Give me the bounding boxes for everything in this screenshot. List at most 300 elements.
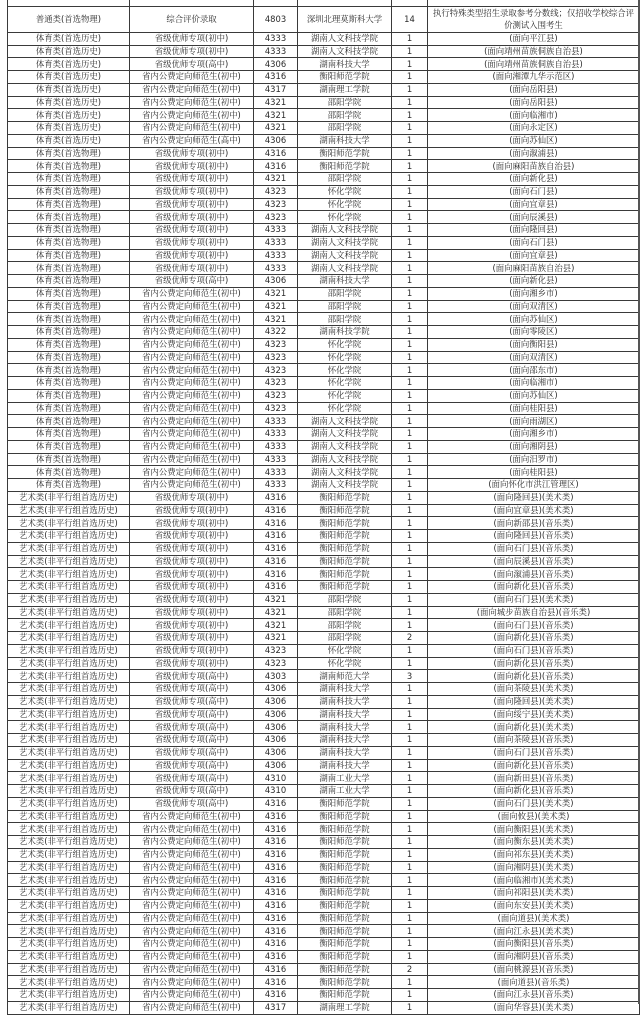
cell-code: 4306 xyxy=(254,275,298,288)
cell-count: 1 xyxy=(392,555,428,568)
cell-code: 4321 xyxy=(254,287,298,300)
cell-school: 湖南人文科技学院 xyxy=(298,249,392,262)
cell-type: 省内公费定向师范生(初中) xyxy=(130,989,254,1002)
cell-note: (面向衡阳县)(美术类) xyxy=(428,823,640,836)
cell-note: (面向麻阳苗族自治县) xyxy=(428,160,640,173)
cell-school: 怀化学院 xyxy=(298,351,392,364)
cell-note: (面向桃源县)(音乐类) xyxy=(428,963,640,976)
cell-code: 4316 xyxy=(254,836,298,849)
cell-category: 艺术类(非平行组首选历史) xyxy=(8,721,130,734)
cell-school: 湖南人文科技学院 xyxy=(298,440,392,453)
table-row xyxy=(8,1001,640,1014)
cell-type: 省级优师专项(初中) xyxy=(130,542,254,555)
cell-note: (面向新化县) xyxy=(428,275,640,288)
table-row xyxy=(8,402,640,415)
cell-note: 执行特殊类型招生录取参考分数线；仅招收学校综合评价测试入围考生 xyxy=(428,6,640,32)
cell-school: 怀化学院 xyxy=(298,364,392,377)
cell-type: 省级优师专项(初中) xyxy=(130,657,254,670)
cell-type: 省级优师专项(初中) xyxy=(130,211,254,224)
cell-type: 省级优师专项(初中) xyxy=(130,593,254,606)
table-row xyxy=(8,45,640,58)
cell-type: 省级优师专项(高中) xyxy=(130,708,254,721)
cell-note: (面向永定区) xyxy=(428,122,640,135)
cell-note: (面向岳阳县) xyxy=(428,83,640,96)
cell-count: 14 xyxy=(392,6,428,32)
cell-school: 湖南人文科技学院 xyxy=(298,224,392,237)
table-row xyxy=(8,211,640,224)
cell-note: (面向临湘市)(美术类) xyxy=(428,874,640,887)
cell-type: 省内公费定向师范生(高中) xyxy=(130,134,254,147)
cell-type: 省级优师专项(初中) xyxy=(130,619,254,632)
cell-code: 4316 xyxy=(254,581,298,594)
table-row xyxy=(8,708,640,721)
cell-note: (面向汨罗市) xyxy=(428,453,640,466)
cell-note: (面向石门县) xyxy=(428,236,640,249)
table-row xyxy=(8,899,640,912)
cell-category: 艺术类(非平行组首选历史) xyxy=(8,887,130,900)
cell-count: 1 xyxy=(392,58,428,71)
cell-note: (面向零陵区) xyxy=(428,326,640,339)
cell-note: (面向绥宁县)(美术类) xyxy=(428,708,640,721)
cell-code: 4306 xyxy=(254,695,298,708)
cell-type: 省级优师专项(初中) xyxy=(130,224,254,237)
cell-type: 省内公费定向师范生(初中) xyxy=(130,823,254,836)
cell-note: (面向麻阳苗族自治县) xyxy=(428,262,640,275)
cell-school: 湖南科技大学 xyxy=(298,734,392,747)
cell-school: 衡阳师范学院 xyxy=(298,963,392,976)
cell-note: (面向衡阳县) xyxy=(428,338,640,351)
cell-count: 1 xyxy=(392,568,428,581)
cell-type: 省内公费定向师范生(初中) xyxy=(130,963,254,976)
cell-count: 1 xyxy=(392,275,428,288)
cell-code: 4306 xyxy=(254,134,298,147)
cell-count: 1 xyxy=(392,377,428,390)
cell-school: 衡阳师范学院 xyxy=(298,861,392,874)
cell-type: 省级优师专项(高中) xyxy=(130,797,254,810)
cell-school: 湖南科技大学 xyxy=(298,759,392,772)
cell-note: (面向东安县)(美术类) xyxy=(428,899,640,912)
cell-category: 普通类(首选物理) xyxy=(8,6,130,32)
cell-note: (面向新化县)(音乐类) xyxy=(428,759,640,772)
cell-count: 1 xyxy=(392,976,428,989)
cell-type: 省级优师专项(初中) xyxy=(130,32,254,45)
cell-category: 艺术类(非平行组首选历史) xyxy=(8,938,130,951)
cell-count: 1 xyxy=(392,899,428,912)
cell-category: 艺术类(非平行组首选历史) xyxy=(8,759,130,772)
table-row xyxy=(8,491,640,504)
cell-category: 体育类(首选物理) xyxy=(8,364,130,377)
cell-count: 1 xyxy=(392,440,428,453)
cell-note: (面向湘乡市) xyxy=(428,287,640,300)
cell-category: 体育类(首选物理) xyxy=(8,198,130,211)
cell-code: 4316 xyxy=(254,491,298,504)
cell-note: (面向靖州苗族侗族自治县) xyxy=(428,45,640,58)
cell-school: 湖南人文科技学院 xyxy=(298,45,392,58)
cell-school: 邵阳学院 xyxy=(298,300,392,313)
cell-type: 省级优师专项(高中) xyxy=(130,746,254,759)
cell-category: 体育类(首选物理) xyxy=(8,402,130,415)
cell-category: 艺术类(非平行组首选历史) xyxy=(8,670,130,683)
cell-code: 4316 xyxy=(254,517,298,530)
table-row xyxy=(8,848,640,861)
cell-note: (面向溆浦县)(音乐类) xyxy=(428,568,640,581)
cell-note: (面向新田县)(音乐类) xyxy=(428,772,640,785)
cell-school: 怀化学院 xyxy=(298,185,392,198)
cell-school: 衡阳师范学院 xyxy=(298,925,392,938)
cell-type: 省级优师专项(初中) xyxy=(130,581,254,594)
cell-count: 1 xyxy=(392,695,428,708)
cell-type: 省级优师专项(高中) xyxy=(130,785,254,798)
table-row xyxy=(8,300,640,313)
cell-category: 艺术类(非平行组首选历史) xyxy=(8,925,130,938)
cell-code: 4316 xyxy=(254,797,298,810)
table-row xyxy=(8,377,640,390)
cell-type: 省内公费定向师范生(初中) xyxy=(130,950,254,963)
cell-school: 湖南科技大学 xyxy=(298,58,392,71)
cell-type: 省级优师专项(初中) xyxy=(130,491,254,504)
cell-type: 省级优师专项(初中) xyxy=(130,236,254,249)
cell-category: 体育类(首选物理) xyxy=(8,300,130,313)
cell-category: 艺术类(非平行组首选历史) xyxy=(8,963,130,976)
cell-school: 湖南人文科技学院 xyxy=(298,453,392,466)
table-row xyxy=(8,606,640,619)
cell-category: 艺术类(非平行组首选历史) xyxy=(8,657,130,670)
table-row xyxy=(8,963,640,976)
cell-count: 1 xyxy=(392,848,428,861)
table-row xyxy=(8,466,640,479)
cell-category: 体育类(首选物理) xyxy=(8,275,130,288)
cell-count: 1 xyxy=(392,351,428,364)
cell-school: 湖南科技大学 xyxy=(298,708,392,721)
cell-school: 湖南科技大学 xyxy=(298,683,392,696)
cell-category: 艺术类(非平行组首选历史) xyxy=(8,619,130,632)
table-row xyxy=(8,83,640,96)
cell-category: 体育类(首选物理) xyxy=(8,287,130,300)
cell-count: 1 xyxy=(392,887,428,900)
table-row xyxy=(8,555,640,568)
table-row xyxy=(8,785,640,798)
cell-category: 体育类(首选物理) xyxy=(8,338,130,351)
cell-category: 体育类(首选历史) xyxy=(8,32,130,45)
cell-type: 省级优师专项(初中) xyxy=(130,160,254,173)
cell-category: 艺术类(非平行组首选历史) xyxy=(8,1001,130,1014)
cell-count: 1 xyxy=(392,746,428,759)
table-row xyxy=(8,71,640,84)
cell-code: 4333 xyxy=(254,32,298,45)
cell-type: 省内公费定向师范生(初中) xyxy=(130,287,254,300)
cell-code: 4323 xyxy=(254,351,298,364)
cell-category: 体育类(首选物理) xyxy=(8,466,130,479)
cell-code: 4317 xyxy=(254,1001,298,1014)
cell-school: 怀化学院 xyxy=(298,389,392,402)
cell-school: 邵阳学院 xyxy=(298,122,392,135)
cell-count: 1 xyxy=(392,147,428,160)
cell-category: 艺术类(非平行组首选历史) xyxy=(8,530,130,543)
cell-code: 4316 xyxy=(254,568,298,581)
cell-count: 1 xyxy=(392,428,428,441)
table-row xyxy=(8,428,640,441)
cell-count: 1 xyxy=(392,542,428,555)
cell-type: 省内公费定向师范生(初中) xyxy=(130,836,254,849)
cell-type: 省内公费定向师范生(初中) xyxy=(130,848,254,861)
cell-category: 艺术类(非平行组首选历史) xyxy=(8,734,130,747)
cell-school: 衡阳师范学院 xyxy=(298,810,392,823)
cell-code: 4316 xyxy=(254,504,298,517)
table-row xyxy=(8,313,640,326)
cell-count: 1 xyxy=(392,134,428,147)
cell-note: (面向华容县)(美术类) xyxy=(428,1001,640,1014)
cell-code: 4321 xyxy=(254,619,298,632)
cell-code: 4333 xyxy=(254,45,298,58)
cell-category: 体育类(首选物理) xyxy=(8,211,130,224)
cell-count: 1 xyxy=(392,198,428,211)
cell-category: 体育类(首选物理) xyxy=(8,415,130,428)
cell-code: 4321 xyxy=(254,96,298,109)
table-row xyxy=(8,734,640,747)
cell-count: 1 xyxy=(392,836,428,849)
cell-type: 省内公费定向师范生(初中) xyxy=(130,1001,254,1014)
cell-type: 省级优师专项(初中) xyxy=(130,632,254,645)
cell-category: 艺术类(非平行组首选历史) xyxy=(8,504,130,517)
cell-count: 1 xyxy=(392,83,428,96)
table-row xyxy=(8,58,640,71)
cell-count: 1 xyxy=(392,925,428,938)
cell-school: 邵阳学院 xyxy=(298,606,392,619)
cell-school: 衡阳师范学院 xyxy=(298,836,392,849)
table-row xyxy=(8,823,640,836)
cell-type: 省级优师专项(高中) xyxy=(130,58,254,71)
table-row xyxy=(8,925,640,938)
cell-school: 怀化学院 xyxy=(298,402,392,415)
cell-count: 1 xyxy=(392,823,428,836)
cell-count: 1 xyxy=(392,785,428,798)
table-row xyxy=(8,134,640,147)
cell-code: 4333 xyxy=(254,249,298,262)
cell-note: (面向新化县)(音乐类) xyxy=(428,785,640,798)
cell-category: 艺术类(非平行组首选历史) xyxy=(8,899,130,912)
cell-note: (面向桂阳县) xyxy=(428,466,640,479)
cell-code: 4316 xyxy=(254,887,298,900)
cell-count: 1 xyxy=(392,593,428,606)
cell-category: 艺术类(非平行组首选历史) xyxy=(8,746,130,759)
cell-code: 4323 xyxy=(254,657,298,670)
cell-type: 省内公费定向师范生(初中) xyxy=(130,874,254,887)
cell-category: 艺术类(非平行组首选历史) xyxy=(8,683,130,696)
cell-type: 省内公费定向师范生(初中) xyxy=(130,428,254,441)
cell-category: 体育类(首选历史) xyxy=(8,58,130,71)
cell-code: 4316 xyxy=(254,925,298,938)
cell-type: 省级优师专项(初中) xyxy=(130,644,254,657)
cell-code: 4316 xyxy=(254,555,298,568)
cell-type: 省内公费定向师范生(初中) xyxy=(130,899,254,912)
cell-note: (面向苏仙区) xyxy=(428,389,640,402)
table-row xyxy=(8,950,640,963)
cell-count: 1 xyxy=(392,32,428,45)
cell-school: 衡阳师范学院 xyxy=(298,887,392,900)
cell-code: 4321 xyxy=(254,109,298,122)
cell-code: 4321 xyxy=(254,593,298,606)
cell-category: 艺术类(非平行组首选历史) xyxy=(8,632,130,645)
cell-note: (面向湘阴县)(美术类) xyxy=(428,861,640,874)
cell-code: 4323 xyxy=(254,644,298,657)
cell-code: 4322 xyxy=(254,326,298,339)
cell-type: 省内公费定向师范生(初中) xyxy=(130,415,254,428)
cell-count: 1 xyxy=(392,109,428,122)
cell-school: 衡阳师范学院 xyxy=(298,899,392,912)
cell-school: 衡阳师范学院 xyxy=(298,147,392,160)
cell-note: (面向宜章县) xyxy=(428,198,640,211)
table-row xyxy=(8,147,640,160)
cell-count: 1 xyxy=(392,1001,428,1014)
table-row xyxy=(8,619,640,632)
cell-school: 邵阳学院 xyxy=(298,173,392,186)
cell-code: 4316 xyxy=(254,938,298,951)
cell-category: 艺术类(非平行组首选历史) xyxy=(8,491,130,504)
table-row xyxy=(8,695,640,708)
cell-count: 1 xyxy=(392,160,428,173)
cell-code: 4310 xyxy=(254,772,298,785)
table-row xyxy=(8,160,640,173)
cell-code: 4333 xyxy=(254,224,298,237)
cell-school: 湖南人文科技学院 xyxy=(298,236,392,249)
cell-school: 湖南理工学院 xyxy=(298,83,392,96)
cell-school: 邵阳学院 xyxy=(298,287,392,300)
cell-category: 艺术类(非平行组首选历史) xyxy=(8,568,130,581)
cell-school: 邵阳学院 xyxy=(298,593,392,606)
cell-code: 4333 xyxy=(254,236,298,249)
cell-school: 湖南科技学院 xyxy=(298,326,392,339)
cell-type: 省内公费定向师范生(初中) xyxy=(130,440,254,453)
cell-school: 邵阳学院 xyxy=(298,619,392,632)
cell-school: 衡阳师范学院 xyxy=(298,989,392,1002)
cell-note: (面向双清区) xyxy=(428,351,640,364)
cell-school: 衡阳师范学院 xyxy=(298,938,392,951)
cell-note: (面向石门县)(音乐类) xyxy=(428,619,640,632)
cell-code: 4323 xyxy=(254,364,298,377)
table-row xyxy=(8,683,640,696)
cell-category: 艺术类(非平行组首选历史) xyxy=(8,861,130,874)
cell-type: 省内公费定向师范生(初中) xyxy=(130,326,254,339)
cell-note: (面向辰溪县) xyxy=(428,211,640,224)
cell-count: 1 xyxy=(392,644,428,657)
cell-type: 省内公费定向师范生(初中) xyxy=(130,109,254,122)
cell-category: 体育类(首选物理) xyxy=(8,249,130,262)
cell-count: 1 xyxy=(392,759,428,772)
cell-type: 省内公费定向师范生(初中) xyxy=(130,351,254,364)
cell-code: 4306 xyxy=(254,683,298,696)
cell-count: 1 xyxy=(392,721,428,734)
cell-note: (面向石门县) xyxy=(428,185,640,198)
cell-school: 怀化学院 xyxy=(298,377,392,390)
cell-category: 艺术类(非平行组首选历史) xyxy=(8,797,130,810)
cell-category: 艺术类(非平行组首选历史) xyxy=(8,581,130,594)
cell-category: 艺术类(非平行组首选历史) xyxy=(8,989,130,1002)
cell-type: 省内公费定向师范生(初中) xyxy=(130,938,254,951)
cell-note: (面向新化县)(音乐类) xyxy=(428,632,640,645)
cell-type: 省级优师专项(高中) xyxy=(130,683,254,696)
table-row xyxy=(8,989,640,1002)
cell-count: 1 xyxy=(392,236,428,249)
table-row xyxy=(8,861,640,874)
cell-type: 省内公费定向师范生(初中) xyxy=(130,887,254,900)
cell-note: (面向隆回县) xyxy=(428,224,640,237)
cell-type: 省级优师专项(高中) xyxy=(130,772,254,785)
cell-school: 湖南理工学院 xyxy=(298,1001,392,1014)
cell-code: 4323 xyxy=(254,185,298,198)
cell-school: 湖南人文科技学院 xyxy=(298,479,392,492)
cell-count: 1 xyxy=(392,874,428,887)
cell-note: (面向临湘市) xyxy=(428,377,640,390)
cell-note: (面向石门县)(音乐类) xyxy=(428,542,640,555)
cell-code: 4310 xyxy=(254,785,298,798)
cell-school: 衡阳师范学院 xyxy=(298,976,392,989)
cell-note: (面向湘乡市) xyxy=(428,428,640,441)
cell-note: (面向宜章县) xyxy=(428,249,640,262)
cell-category: 艺术类(非平行组首选历史) xyxy=(8,848,130,861)
table-row xyxy=(8,224,640,237)
cell-school: 湖南科技大学 xyxy=(298,695,392,708)
cell-code: 4323 xyxy=(254,402,298,415)
table-row xyxy=(8,810,640,823)
cell-type: 省内公费定向师范生(初中) xyxy=(130,466,254,479)
cell-category: 体育类(首选物理) xyxy=(8,428,130,441)
table-row xyxy=(8,185,640,198)
cell-category: 体育类(首选物理) xyxy=(8,351,130,364)
cell-count: 1 xyxy=(392,938,428,951)
table-row xyxy=(8,32,640,45)
cell-code: 4323 xyxy=(254,377,298,390)
cell-count: 1 xyxy=(392,657,428,670)
cell-school: 深圳北理莫斯科大学 xyxy=(298,6,392,32)
cell-count: 1 xyxy=(392,45,428,58)
table-row xyxy=(8,415,640,428)
cell-count: 2 xyxy=(392,963,428,976)
cell-note: (面向茶陵县)(美术类) xyxy=(428,683,640,696)
cell-code: 4321 xyxy=(254,300,298,313)
cell-category: 艺术类(非平行组首选历史) xyxy=(8,517,130,530)
cell-note: (面向溆浦县) xyxy=(428,147,640,160)
cell-note: (面向茶陵县)(音乐类) xyxy=(428,734,640,747)
cell-note: (面向石门县)(音乐类) xyxy=(428,644,640,657)
cell-type: 省内公费定向师范生(初中) xyxy=(130,389,254,402)
admission-plan-table xyxy=(7,0,640,1015)
cell-count: 1 xyxy=(392,364,428,377)
cell-note: (面向道县)(美术类) xyxy=(428,912,640,925)
cell-category: 体育类(首选物理) xyxy=(8,173,130,186)
cell-code: 4316 xyxy=(254,530,298,543)
cell-category: 艺术类(非平行组首选历史) xyxy=(8,593,130,606)
table-row xyxy=(8,504,640,517)
cell-type: 省级优师专项(高中) xyxy=(130,275,254,288)
cell-school: 怀化学院 xyxy=(298,657,392,670)
table-row xyxy=(8,721,640,734)
cell-note: (面向道县)(音乐类) xyxy=(428,976,640,989)
cell-school: 湖南工业大学 xyxy=(298,772,392,785)
cell-count: 1 xyxy=(392,249,428,262)
cell-count: 1 xyxy=(392,211,428,224)
cell-count: 1 xyxy=(392,96,428,109)
cell-school: 怀化学院 xyxy=(298,644,392,657)
cell-note: (面向苏仙区) xyxy=(428,134,640,147)
cell-category: 体育类(首选历史) xyxy=(8,109,130,122)
cell-code: 4316 xyxy=(254,160,298,173)
cell-note: (面向岳阳县) xyxy=(428,96,640,109)
cell-type: 省内公费定向师范生(初中) xyxy=(130,810,254,823)
table-row xyxy=(8,976,640,989)
cell-school: 衡阳师范学院 xyxy=(298,874,392,887)
cell-type: 省内公费定向师范生(初中) xyxy=(130,976,254,989)
table-row xyxy=(8,109,640,122)
